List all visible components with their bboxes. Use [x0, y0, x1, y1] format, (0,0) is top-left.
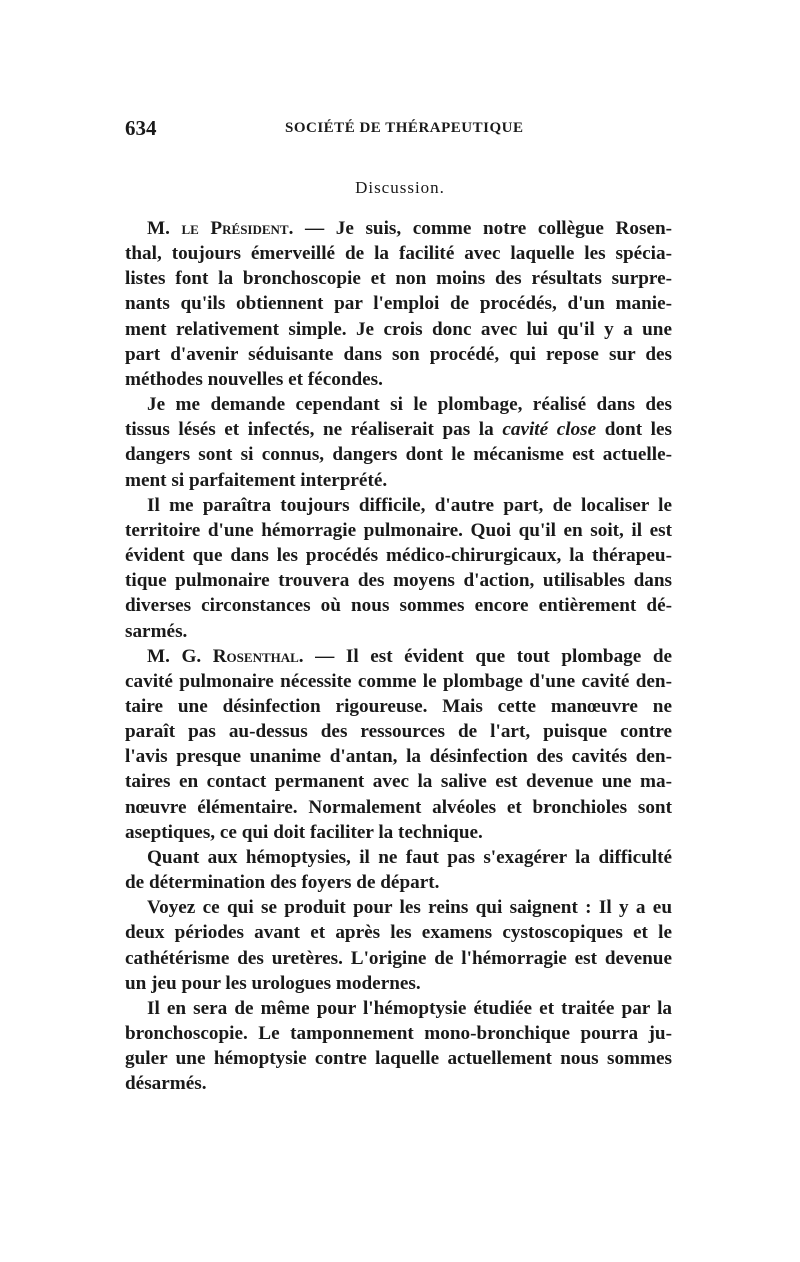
text-line: sarmés.	[125, 620, 188, 642]
italic-term: cavité close	[502, 419, 597, 441]
text-line: territoire d'une hémorragie pulmonaire. Quoi qu'il en soit, il est	[125, 519, 672, 541]
text-line: listes font la bronchoscopie et non moins des résultats surpre-	[125, 268, 672, 290]
text-line: Voyez ce qui se produit pour les reins qui saignent : Il y a eu	[147, 897, 672, 919]
text-line: méthodes nouvelles et fécondes.	[125, 368, 383, 390]
text-line: paraît pas au-dessus des ressources de l'art, puisque contre	[125, 721, 672, 743]
text-line: M. G. Rosenthal. — Il est évident que tout plombage de	[147, 645, 673, 667]
text-line: évident que dans les procédés médico-chirurgicaux, la thérapeu-	[125, 545, 672, 567]
text-line: nœuvre élémentaire. Normalement alvéoles et bronchioles sont	[125, 796, 672, 818]
text-line: Il en sera de même pour l'hémoptysie étudiée et traitée par la	[147, 997, 672, 1019]
text-line: désarmés.	[125, 1073, 207, 1095]
text-line: tissus lésés et infectés, ne réaliserait pas la cavité close dont les	[125, 419, 672, 441]
text-line: ment si parfaitement interprété.	[125, 469, 388, 491]
text-line: guler une hémoptysie contre laquelle actuellement nous sommes	[125, 1048, 672, 1070]
text-line: un jeu pour les urologues modernes.	[125, 972, 421, 994]
text-line: taire une désinfection rigoureuse. Mais cette manœuvre ne	[125, 695, 672, 717]
page-number: 634	[125, 116, 157, 140]
text-line: cavité pulmonaire nécessite comme le plombage d'une cavité den-	[125, 670, 672, 692]
text-line: aseptiques, ce qui doit faciliter la technique.	[125, 821, 483, 843]
text-line: diverses circonstances où nous sommes encore entièrement dé-	[125, 595, 672, 617]
page-header	[125, 116, 675, 140]
text-line: deux périodes avant et après les examens cystoscopiques et le	[125, 922, 672, 944]
text-line: dangers sont si connus, dangers dont le mécanisme est actuelle-	[125, 444, 672, 466]
text-line: part d'avenir séduisante dans son procédé, qui repose sur des	[125, 343, 672, 365]
text-line: cathétérisme des uretères. L'origine de l'hémorragie est devenue	[125, 947, 672, 969]
speaker-name: M. le Président.	[147, 218, 294, 239]
text-line: taires en contact permanent avec la salive est devenue une ma-	[125, 771, 672, 793]
text-line: thal, toujours émerveillé de la facilité avec laquelle les spécia-	[125, 243, 672, 265]
text-line: Il me paraîtra toujours difficile, d'autre part, de localiser le	[147, 494, 672, 516]
text-line: M. le Président. — Je suis, comme notre collègue Rosen-	[147, 218, 673, 239]
text-line: bronchoscopie. Le tamponnement mono-bronchique pourra ju-	[125, 1023, 672, 1044]
running-title: SOCIÉTÉ DE THÉRAPEUTIQUE	[285, 120, 524, 136]
body-text	[125, 216, 672, 1096]
section-title: Discussion.	[355, 178, 445, 197]
text-line: nants qu'ils obtiennent par l'emploi de procédés, d'un manie-	[125, 293, 672, 315]
speaker-name: M. G. Rosenthal.	[147, 645, 304, 667]
text-line: ment relativement simple. Je crois donc avec lui qu'il y a une	[125, 318, 672, 340]
text-line: Quant aux hémoptysies, il ne faut pas s'exagérer la difficulté	[147, 846, 672, 868]
text-line: l'avis presque unanime d'antan, la désinfection des cavités den-	[125, 746, 672, 768]
text-line: de détermination des foyers de départ.	[125, 872, 440, 894]
text-line: Je me demande cependant si le plombage, réalisé dans des	[147, 394, 672, 416]
text-line: tique pulmonaire trouvera des moyens d'action, utilisables dans	[125, 570, 672, 592]
